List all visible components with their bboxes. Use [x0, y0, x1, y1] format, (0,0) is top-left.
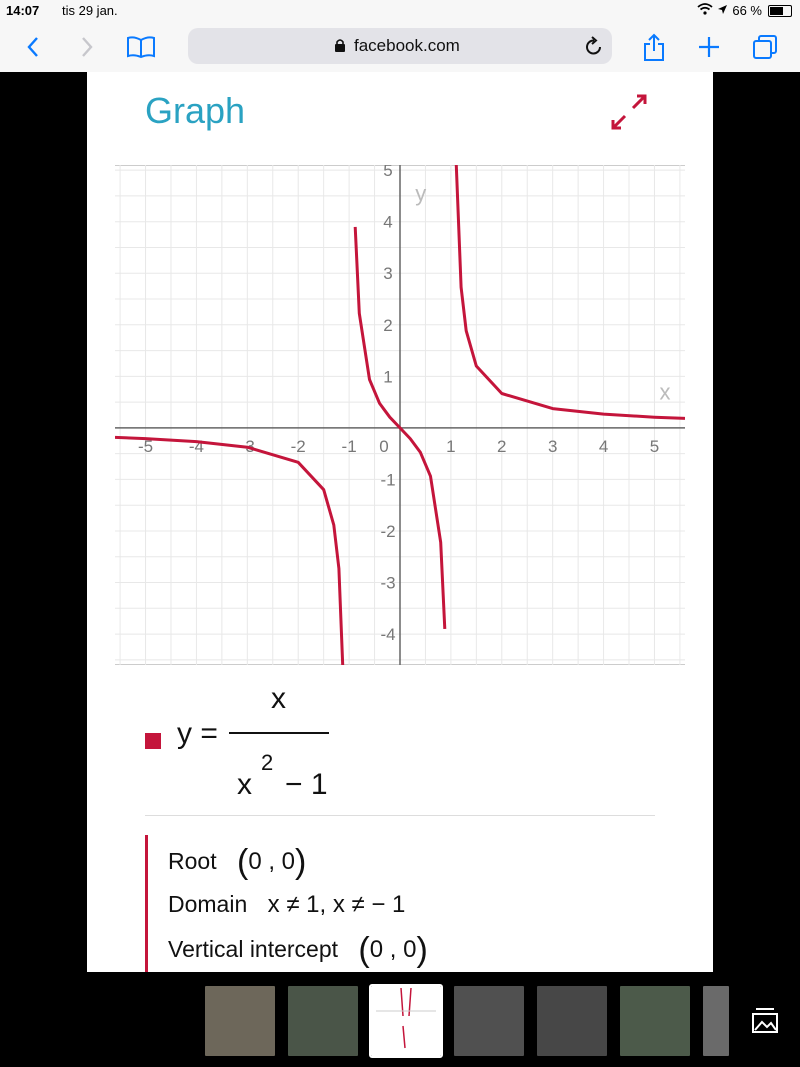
x-axis-label: x: [659, 379, 671, 405]
thumbnail-strip: [0, 972, 800, 1067]
x-tick-label: 5: [649, 436, 660, 456]
series-color-swatch: [145, 733, 161, 749]
equation-denominator-rest: − 1: [285, 768, 328, 801]
x-tick-label: 2: [497, 436, 507, 456]
y-tick-label: -1: [380, 470, 396, 490]
back-icon[interactable]: [16, 30, 50, 64]
thumbnail[interactable]: [537, 986, 607, 1056]
status-bar: [0, 0, 800, 22]
thumbnail[interactable]: [703, 986, 729, 1056]
property-domain: [168, 891, 405, 919]
thumbnail-preview: [371, 986, 441, 1056]
x-tick-label: 3: [547, 436, 558, 456]
function-plot[interactable]: [115, 165, 685, 665]
thumbnail[interactable]: [205, 986, 275, 1056]
graph-card: [87, 72, 713, 972]
y-tick-label: 4: [383, 212, 393, 232]
status-right: [697, 3, 792, 18]
new-tab-icon[interactable]: [692, 30, 726, 64]
x-tick-label: -3: [239, 436, 255, 456]
properties-list: [145, 835, 668, 972]
equation-numerator: x: [271, 682, 286, 715]
thumbnail-selected[interactable]: [371, 986, 441, 1056]
equation: [87, 672, 713, 812]
equation-exponent: 2: [261, 750, 274, 775]
y-tick-label: 1: [383, 367, 393, 387]
x-tick-label: -5: [137, 436, 154, 456]
bookmarks-icon[interactable]: [124, 30, 158, 64]
x-tick-label: -4: [188, 436, 204, 456]
expand-icon[interactable]: [607, 90, 651, 139]
y-tick-label: -4: [380, 625, 396, 645]
wifi-icon: [697, 3, 713, 18]
x-tick-label: -1: [341, 436, 357, 456]
equation-lhs: y =: [177, 717, 218, 750]
battery-icon: [768, 5, 792, 17]
property-value: 0 , 0: [369, 936, 417, 963]
y-tick-label: 2: [383, 315, 393, 335]
equation-denominator-base: x: [237, 768, 252, 801]
gallery-icon[interactable]: [748, 1006, 782, 1036]
forward-icon[interactable]: [70, 30, 104, 64]
reload-icon[interactable]: [584, 35, 604, 62]
property-root: Root (0 , 0): [168, 843, 307, 881]
y-axis-label: y: [415, 181, 427, 207]
browser-toolbar: [0, 22, 800, 73]
status-time: 14:07: [6, 3, 40, 18]
graph-title: Graph: [145, 90, 246, 131]
property-value: x ≠ 1, x ≠ − 1: [267, 891, 406, 918]
property-label: Domain: [168, 891, 248, 917]
battery-percentage: 66 %: [732, 3, 762, 18]
x-tick-label: -2: [290, 436, 306, 456]
location-icon: [717, 3, 728, 18]
property-vertical-intercept: Vertical intercept (0 , 0): [168, 931, 428, 969]
y-tick-label: 5: [383, 165, 393, 181]
property-label: Root: [168, 848, 217, 874]
share-icon[interactable]: [637, 30, 671, 64]
tabs-icon[interactable]: [748, 30, 782, 64]
thumbnail[interactable]: [288, 986, 358, 1056]
property-label: Vertical intercept: [168, 936, 339, 962]
thumbnail[interactable]: [620, 986, 690, 1056]
y-tick-label: -3: [380, 573, 396, 593]
property-value: 0 , 0: [248, 848, 296, 875]
origin-label: 0: [379, 436, 389, 456]
url-text: facebook.com: [354, 36, 460, 55]
status-date: tis 29 jan.: [62, 3, 118, 18]
address-bar[interactable]: [188, 28, 612, 64]
y-tick-label: -2: [380, 521, 396, 541]
x-tick-label: 4: [598, 436, 609, 456]
y-tick-label: 3: [383, 264, 393, 284]
divider: [145, 815, 655, 816]
x-tick-label: 1: [446, 436, 456, 456]
thumbnail[interactable]: [454, 986, 524, 1056]
lock-icon: [334, 38, 346, 58]
fraction-bar: [229, 732, 329, 734]
